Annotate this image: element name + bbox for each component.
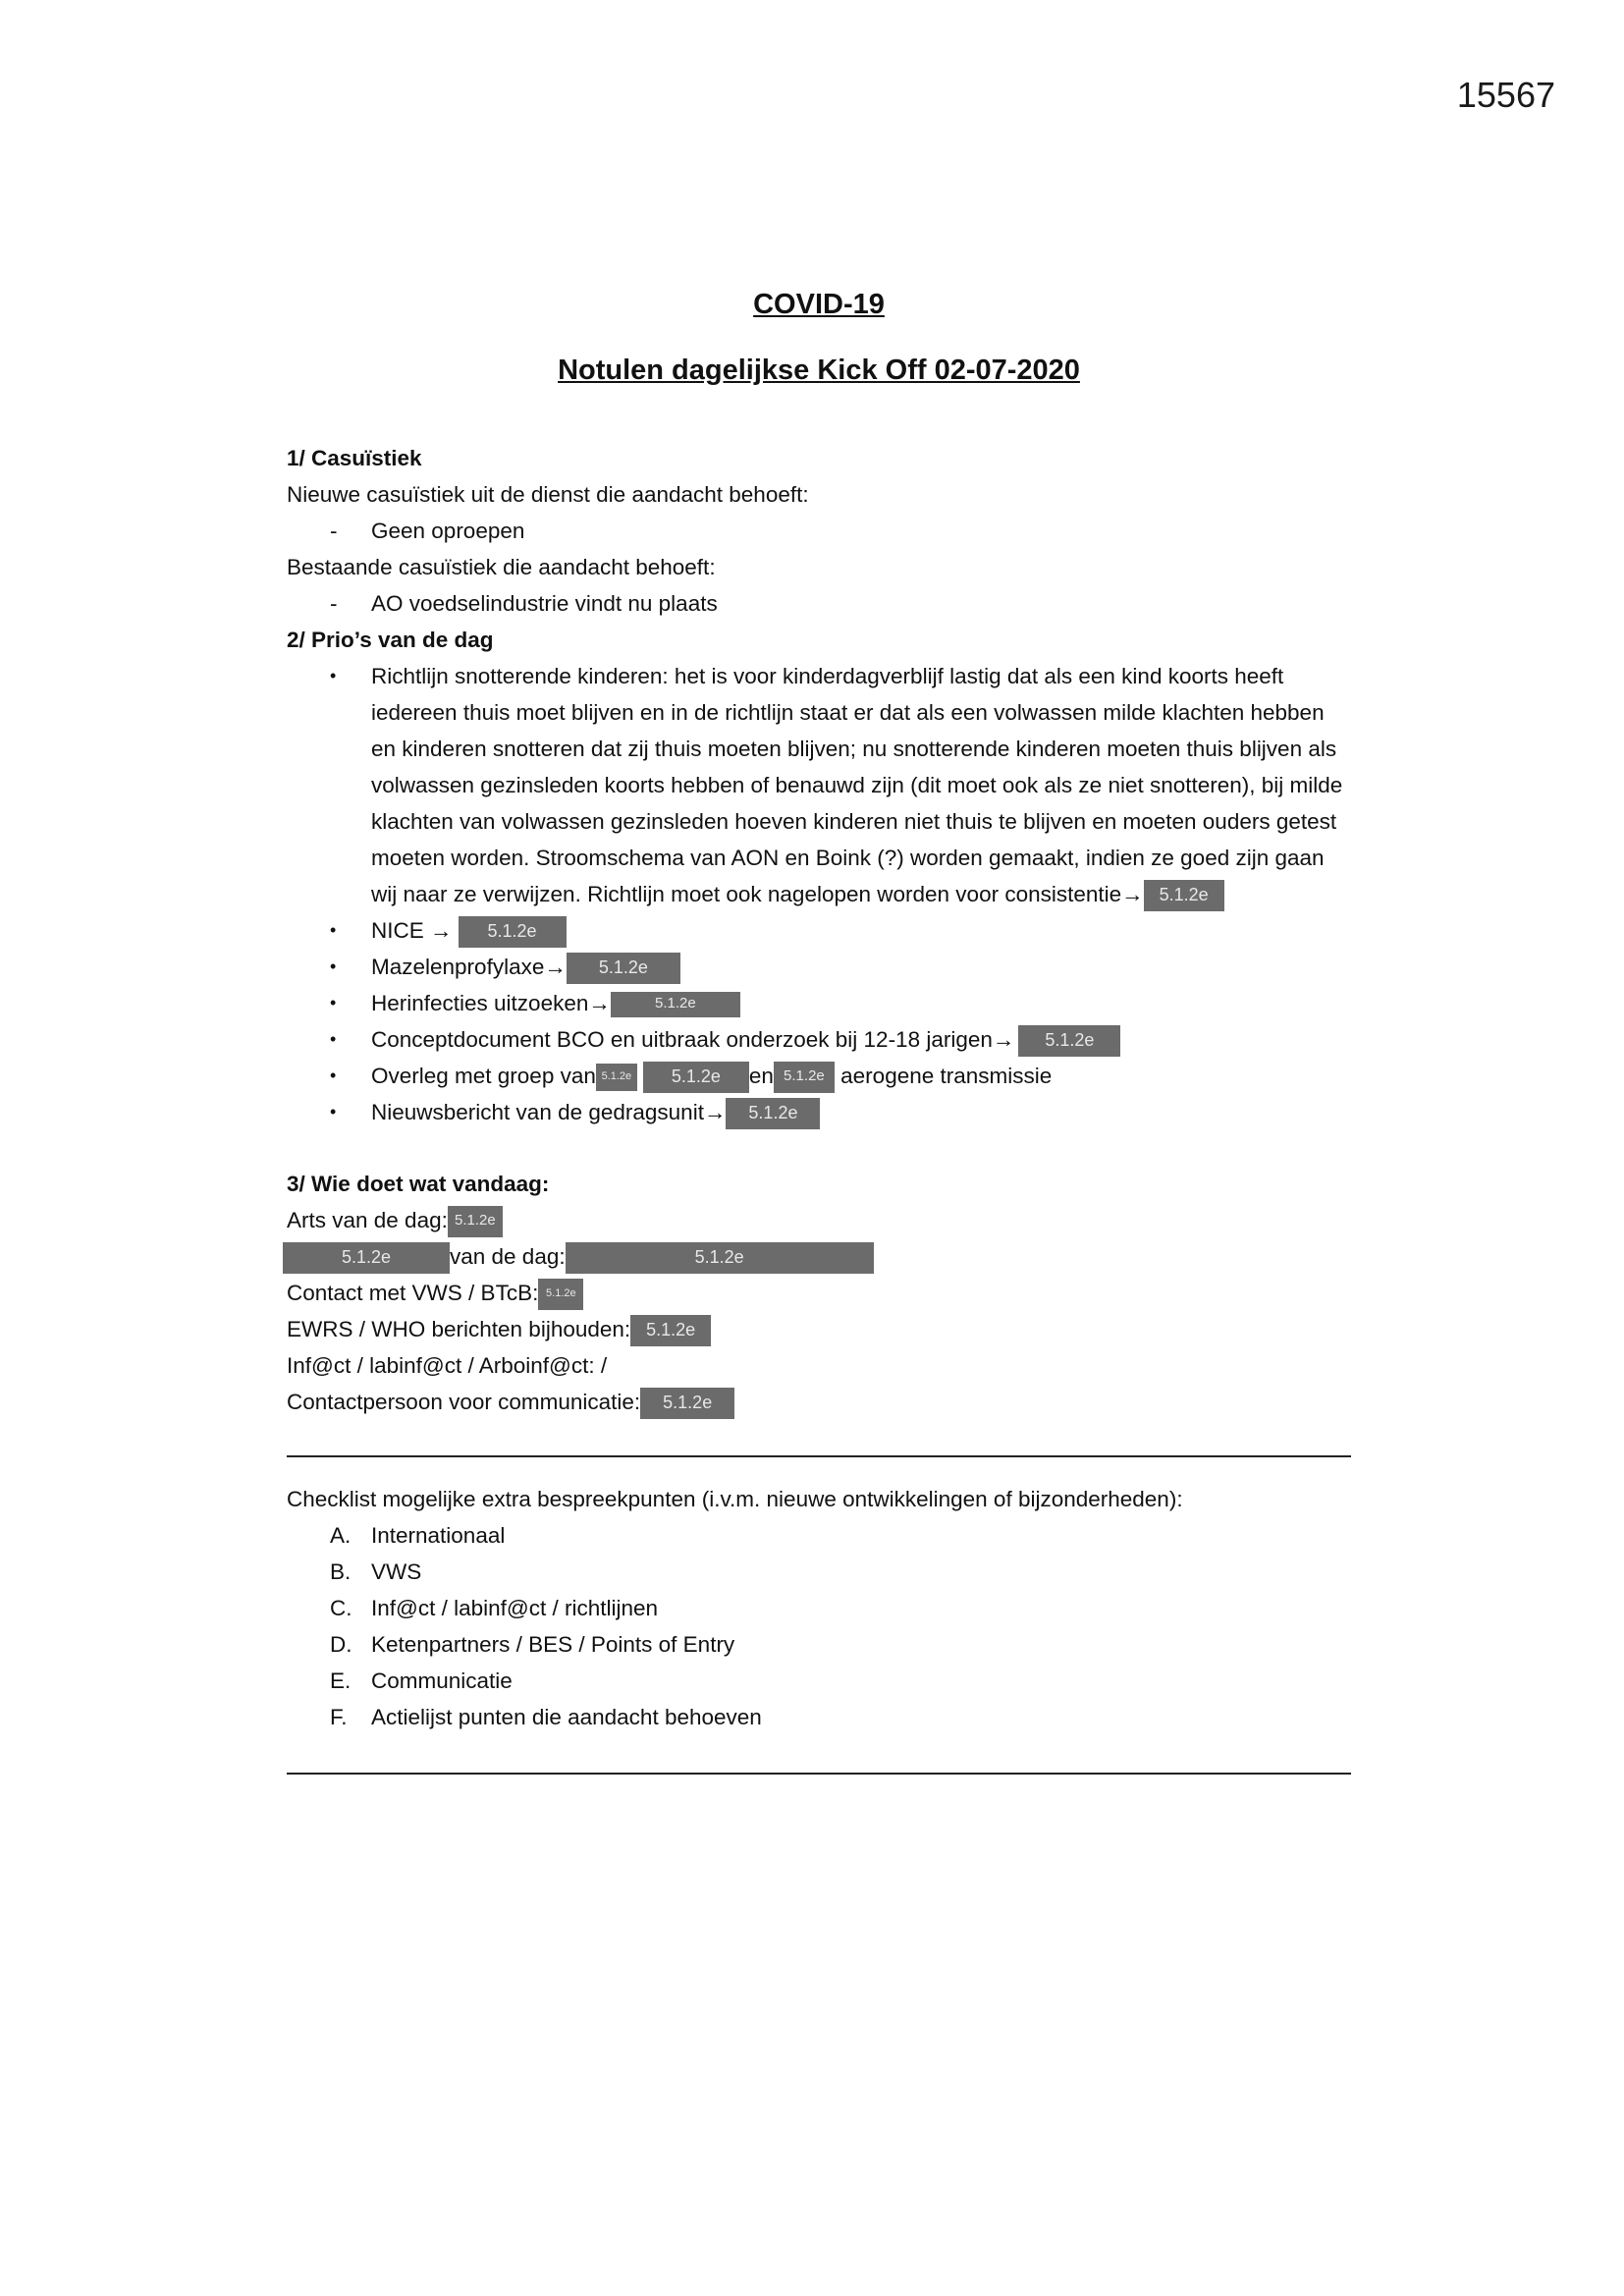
list-letter: C. (330, 1596, 352, 1620)
bullet-icon: • (330, 666, 337, 685)
bullet-icon: • (330, 957, 337, 976)
list-item-text: Communicatie (371, 1668, 513, 1693)
checklist-intro: Checklist mogelijke extra bespreekpunten (i.v.m. nieuwe ontwikkelingen of bijzonderheden): (287, 1487, 1183, 1511)
divider (287, 1773, 1351, 1775)
existing-casuistiek-label: Bestaande casuïstiek die aandacht behoeft: (287, 555, 716, 579)
document-body (287, 287, 1351, 1775)
prio-text: Overleg met groep van (371, 1064, 596, 1088)
prio-text: Nieuwsbericht van de gedragsunit (371, 1100, 704, 1124)
redaction-box: 5.1.2e (611, 992, 740, 1017)
list-item (287, 1663, 1351, 1699)
document-subtitle: Notulen dagelijkse Kick Off 02-07-2020 (558, 355, 1080, 386)
contact-vws-row (287, 1275, 1351, 1311)
list-item-text: Inf@ct / labinf@ct / richtlijnen (371, 1596, 659, 1620)
new-casuistiek-list (287, 513, 1351, 549)
new-casuistiek-label: Nieuwe casuïstiek uit de dienst die aandacht behoeft: (287, 482, 809, 507)
row-label: Arts van de dag: (287, 1208, 448, 1232)
row-label: Contactpersoon voor communicatie: (287, 1390, 641, 1414)
redaction-box: 5.1.2e (1144, 880, 1224, 911)
redaction-box: 5.1.2e (566, 1242, 874, 1274)
row-label: Contact met VWS / BTcB: (287, 1281, 539, 1305)
prio-text: Richtlijn snotterende kinderen: het is voor kinderdagverblijf lastig dat als een kind koorts heeft iedereen thuis moet blijven en in de richtlijn staat er dat als een volwassen milde klachten hebben en kinderen snotteren dat zij thuis moeten blijven; nu snotterende kinderen moeten thuis blijven als volwassen gezinsleden koorts hebben of benauwd zijn (dit moet ook als ze niet snotteren), bij milde klachten van volwassen gezinsleden hoeven kinderen niet thuis te blijven en moeten ouders getest moeten worden. Stroomschema van AON en Boink (?) worden gemaakt, indien ze goed zijn gaan wij naar ze verwijzen. Richtlijn moet ook nagelopen worden voor consistentie (371, 664, 1343, 906)
existing-casuistiek-list (287, 585, 1351, 622)
list-letter: A. (330, 1523, 352, 1548)
arts-van-de-dag-row (287, 1202, 1351, 1238)
redaction-box: 5.1.2e (459, 916, 567, 948)
list-item (287, 949, 1351, 985)
list-item (287, 1590, 1351, 1626)
bullet-icon: • (330, 1066, 337, 1085)
redaction-box: 5.1.2e (448, 1206, 503, 1237)
list-item (287, 1554, 1351, 1590)
redaction-box: 5.1.2e (640, 1388, 734, 1419)
bullet-icon: • (330, 920, 337, 940)
arrow-icon: → (703, 1100, 727, 1124)
list-item (287, 985, 1351, 1021)
van-de-dag-row (283, 1238, 1351, 1275)
list-item (287, 658, 1351, 912)
list-item (287, 912, 1351, 949)
divider (287, 1455, 1351, 1457)
ewrs-row (287, 1311, 1351, 1347)
bullet-icon: • (330, 1102, 337, 1121)
prio-text: Conceptdocument BCO en uitbraak onderzoek bij 12-18 jarigen (371, 1027, 993, 1052)
list-item (287, 1517, 1351, 1554)
infct-row: Inf@ct / labinf@ct / Arboinf@ct: / (287, 1353, 608, 1378)
list-item (287, 1626, 1351, 1663)
list-letter: E. (330, 1668, 352, 1693)
arrow-icon: → (1121, 882, 1144, 906)
list-item: - Geen oproepen (287, 513, 1351, 549)
bullet-icon: • (330, 993, 337, 1012)
section-prios-heading: 2/ Prio’s van de dag (287, 628, 494, 652)
list-item-text: Ketenpartners / BES / Points of Entry (371, 1632, 735, 1657)
redaction-box: 5.1.2e (596, 1064, 637, 1091)
list-letter: B. (330, 1559, 352, 1584)
prio-text: aerogene transmissie (834, 1064, 1053, 1088)
list-item-text: VWS (371, 1559, 422, 1584)
redaction-box: 5.1.2e (1018, 1025, 1120, 1057)
bullet-icon: • (330, 1029, 337, 1049)
row-label: van de dag: (450, 1244, 566, 1269)
checklist-list (287, 1517, 1351, 1735)
row-label: EWRS / WHO berichten bijhouden: (287, 1317, 631, 1341)
prio-text: NICE (371, 918, 431, 943)
prio-text: Herinfecties uitzoeken (371, 991, 589, 1015)
prio-text: Mazelenprofylaxe (371, 955, 545, 979)
list-item (287, 1058, 1351, 1094)
arrow-icon: → (588, 991, 611, 1015)
document-title: COVID-19 (753, 289, 885, 320)
list-item-text: Internationaal (371, 1523, 506, 1548)
section-wie-doet-wat-heading: 3/ Wie doet wat vandaag: (287, 1172, 550, 1196)
list-item (287, 1094, 1351, 1130)
prios-list (287, 658, 1351, 1130)
redaction-box: 5.1.2e (538, 1279, 583, 1310)
redaction-box: 5.1.2e (567, 953, 680, 984)
list-letter: F. (330, 1705, 348, 1729)
redaction-box: 5.1.2e (726, 1098, 820, 1129)
list-item (287, 1699, 1351, 1735)
list-item: - AO voedselindustrie vindt nu plaats (287, 585, 1351, 622)
arrow-icon: → (992, 1027, 1015, 1052)
prio-text: en (748, 1064, 774, 1088)
redaction-box: 5.1.2e (630, 1315, 711, 1346)
redaction-box: 5.1.2e (643, 1062, 749, 1093)
contactpersoon-row (287, 1384, 1351, 1420)
page-number: 15567 (1456, 75, 1555, 115)
section-casuistiek-heading: 1/ Casuïstiek (287, 446, 422, 470)
redaction-box: 5.1.2e (283, 1242, 450, 1274)
arrow-icon: → (544, 955, 567, 979)
arrow-icon: → (430, 918, 453, 943)
list-item-text: Actielijst punten die aandacht behoeven (371, 1705, 762, 1729)
redaction-box: 5.1.2e (774, 1062, 835, 1093)
list-item (287, 1021, 1351, 1058)
list-letter: D. (330, 1632, 352, 1657)
